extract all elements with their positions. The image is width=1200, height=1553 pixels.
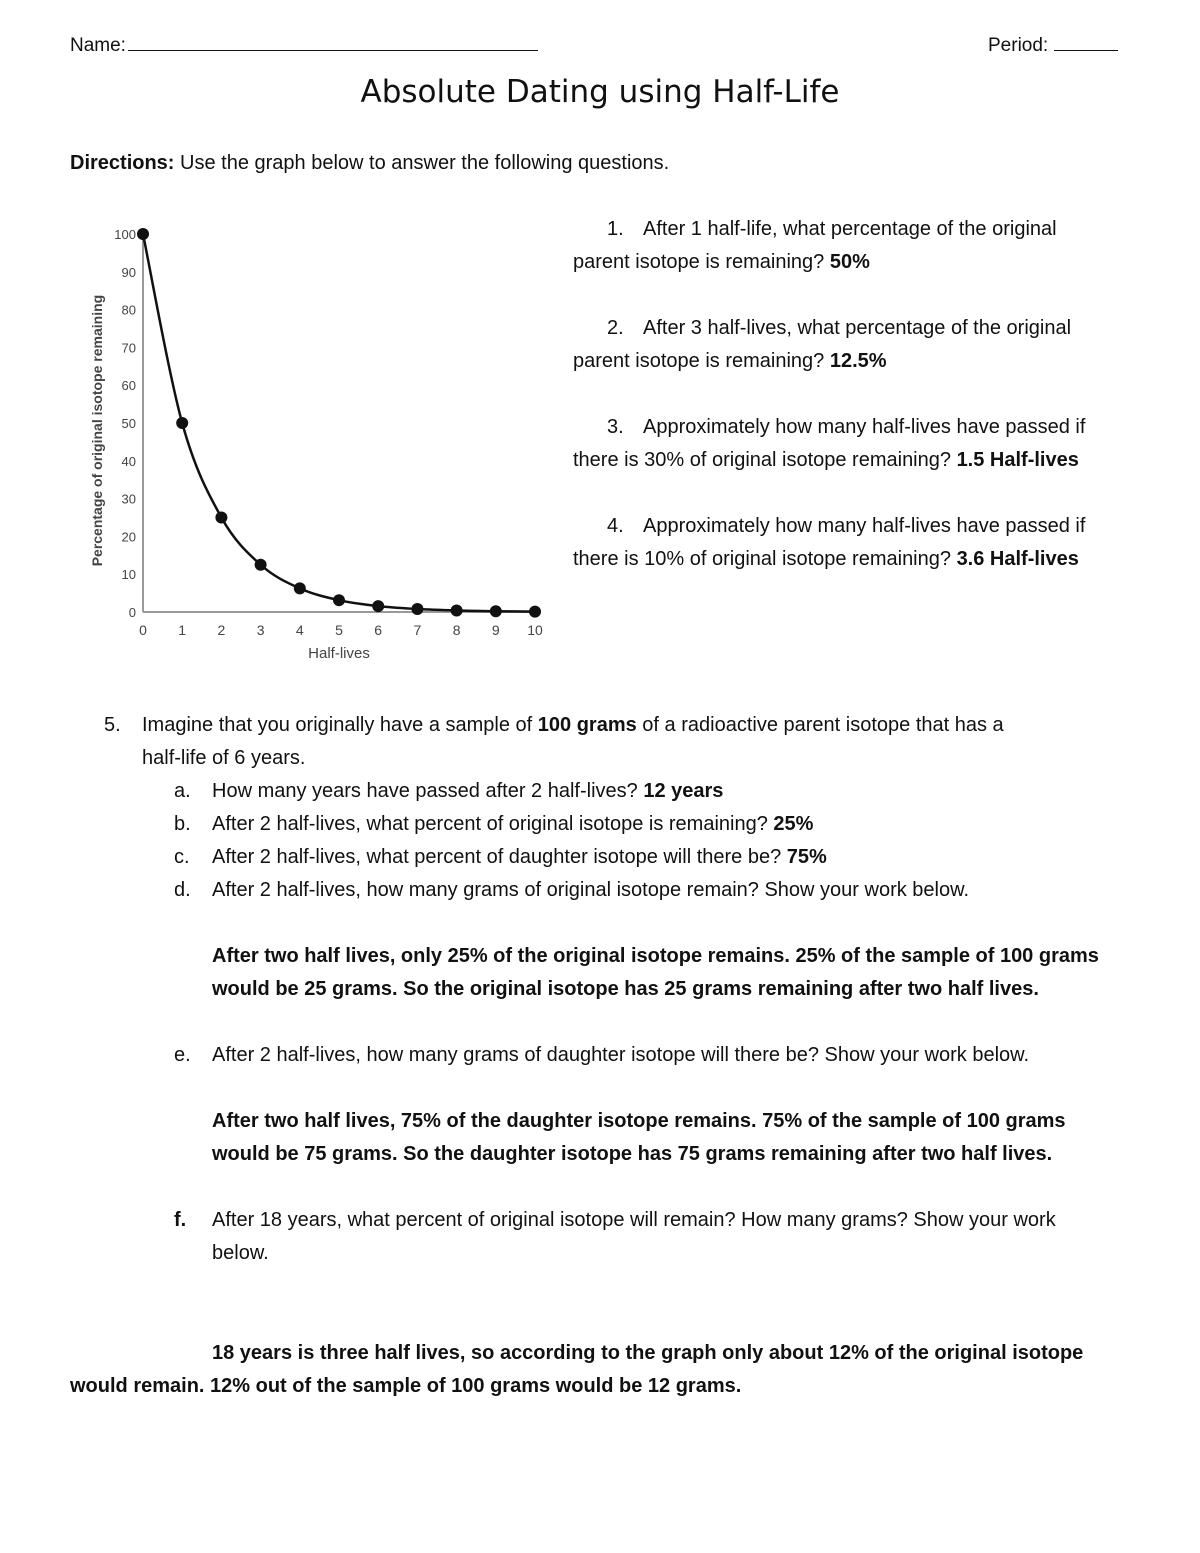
sub-answer: 12 years [643, 780, 724, 802]
work-f-line-2: would remain. 12% out of the sample of 100 grams would be 12 grams. [70, 1375, 742, 1397]
y-tick-label: 80 [121, 302, 136, 318]
sub-text: How many years have passed after 2 half-lives? [212, 780, 644, 802]
sub-question-d [174, 874, 969, 907]
data-point [294, 582, 306, 594]
question-5 [104, 709, 1164, 775]
sub-letter: b. [174, 813, 191, 835]
period-field[interactable] [988, 32, 1118, 57]
y-tick-label: 10 [121, 567, 136, 583]
sub-letter: a. [174, 780, 191, 802]
period-blank[interactable] [1054, 32, 1118, 51]
question-text: After 3 half-lives, what percentage of the original [643, 317, 1072, 339]
question-text-2: there is 30% of original isotope remaining? [573, 449, 957, 471]
y-axis-label: Percentage of original isotope remaining [89, 294, 105, 567]
x-tick-label: 1 [178, 622, 187, 638]
sub-question-c [174, 841, 827, 874]
work-d-line-2: would be 25 grams. So the original isotope has 25 grams remaining after two half lives. [212, 978, 1039, 1000]
question-bold: 100 grams [537, 714, 637, 736]
x-tick-label: 3 [256, 622, 265, 638]
question-number: 3. [607, 416, 624, 438]
sub-answer: 25% [773, 813, 814, 835]
question-1 [573, 213, 1133, 279]
work-f [70, 1337, 1083, 1403]
sub-question-b [174, 808, 813, 841]
x-tick-label: 4 [295, 622, 304, 638]
work-e-line-1: After two half lives, 75% of the daughter isotope remains. 75% of the sample of 100 grams [212, 1110, 1066, 1132]
y-tick-label: 0 [128, 605, 136, 620]
y-tick-label: 70 [121, 340, 136, 356]
y-tick-label: 60 [121, 378, 136, 394]
x-tick-label: 6 [374, 622, 383, 638]
sub-text: After 18 years, what percent of original isotope will remain? How many grams? Show your work [212, 1209, 1056, 1231]
data-point [137, 228, 149, 240]
question-2 [573, 312, 1133, 378]
question-3 [573, 411, 1133, 477]
question-text: Approximately how many half-lives have passed if [643, 416, 1086, 438]
x-axis-label: Half-lives [308, 645, 370, 662]
question-4 [573, 510, 1133, 576]
data-point [176, 417, 188, 429]
data-point [490, 605, 502, 617]
question-number: 2. [607, 317, 624, 339]
sub-question-e [174, 1039, 1029, 1072]
name-field[interactable] [70, 32, 538, 57]
question-text-2: parent isotope is remaining? [573, 350, 830, 372]
work-d-line-1: After two half lives, only 25% of the original isotope remains. 25% of the sample of 100 grams [212, 945, 1099, 967]
sub-text: After 2 half-lives, what percent of daughter isotope will there be? [212, 846, 787, 868]
sub-question-a [174, 775, 723, 808]
directions [70, 147, 669, 180]
x-tick-label: 0 [139, 622, 147, 638]
y-tick-label: 90 [121, 264, 136, 280]
question-text: After 1 half-life, what percentage of the original [643, 218, 1057, 240]
data-point [529, 606, 541, 618]
question-answer: 12.5% [829, 350, 887, 372]
y-tick-label: 100 [114, 227, 136, 242]
sub-letter: e. [174, 1044, 191, 1066]
name-label: Name: [70, 35, 126, 56]
work-f-line-1: 18 years is three half lives, so according to the graph only about 12% of the original isotope [212, 1342, 1084, 1364]
data-point [333, 594, 345, 606]
y-tick-label: 20 [121, 529, 136, 545]
sub-letter: c. [174, 846, 190, 868]
question-number: 4. [607, 515, 624, 537]
x-tick-label: 2 [217, 622, 226, 638]
sub-text: After 2 half-lives, what percent of original isotope is remaining? [212, 813, 774, 835]
data-point [215, 512, 227, 524]
directions-text: Use the graph below to answer the following questions. [174, 152, 670, 174]
directions-label: Directions: [70, 152, 175, 174]
question-text-2: parent isotope is remaining? [573, 251, 830, 273]
work-e-line-2: would be 75 grams. So the daughter isotope has 75 grams remaining after two half lives. [212, 1143, 1053, 1165]
question-answer: 3.6 Half-lives [956, 548, 1079, 570]
sub-text: After 2 half-lives, how many grams of daughter isotope will there be? Show your work below. [212, 1044, 1030, 1066]
period-label: Period: [988, 35, 1049, 56]
decay-curve [143, 234, 535, 612]
question-text-2: there is 10% of original isotope remaining? [573, 548, 957, 570]
data-point [451, 605, 463, 617]
x-tick-label: 5 [335, 622, 343, 638]
half-life-chart [82, 212, 552, 672]
y-tick-label: 40 [121, 453, 136, 469]
sub-text: After 2 half-lives, how many grams of original isotope remain? Show your work below. [212, 879, 970, 901]
question-text: Imagine that you originally have a sample of [142, 714, 538, 736]
question-number: 1. [607, 218, 624, 240]
x-tick-label: 9 [491, 622, 500, 638]
question-number: 5. [104, 714, 121, 736]
question-answer: 1.5 Half-lives [956, 449, 1079, 471]
y-tick-label: 30 [121, 491, 136, 507]
data-point [411, 603, 423, 615]
x-tick-label: 10 [527, 622, 543, 638]
question-text: Approximately how many half-lives have passed if [643, 515, 1086, 537]
work-d [212, 940, 1099, 1006]
work-e [212, 1105, 1066, 1171]
question-answer: 50% [829, 251, 870, 273]
half-life-chart-svg [82, 212, 552, 672]
sub-answer: 75% [786, 846, 827, 868]
question-text-post: of a radioactive parent isotope that has a [636, 714, 1004, 736]
page-title: Absolute Dating using Half-Life [360, 74, 840, 110]
x-tick-label: 7 [413, 622, 422, 638]
x-tick-label: 8 [452, 622, 461, 638]
data-point [255, 559, 267, 571]
question-text-2: half-life of 6 years. [142, 747, 306, 769]
y-tick-label: 50 [121, 416, 136, 431]
sub-question-f [174, 1204, 1056, 1270]
sub-letter: f. [174, 1209, 187, 1231]
data-point [372, 600, 384, 612]
sub-letter: d. [174, 879, 191, 901]
sub-text-2: below. [212, 1242, 269, 1264]
name-blank[interactable] [128, 32, 538, 51]
